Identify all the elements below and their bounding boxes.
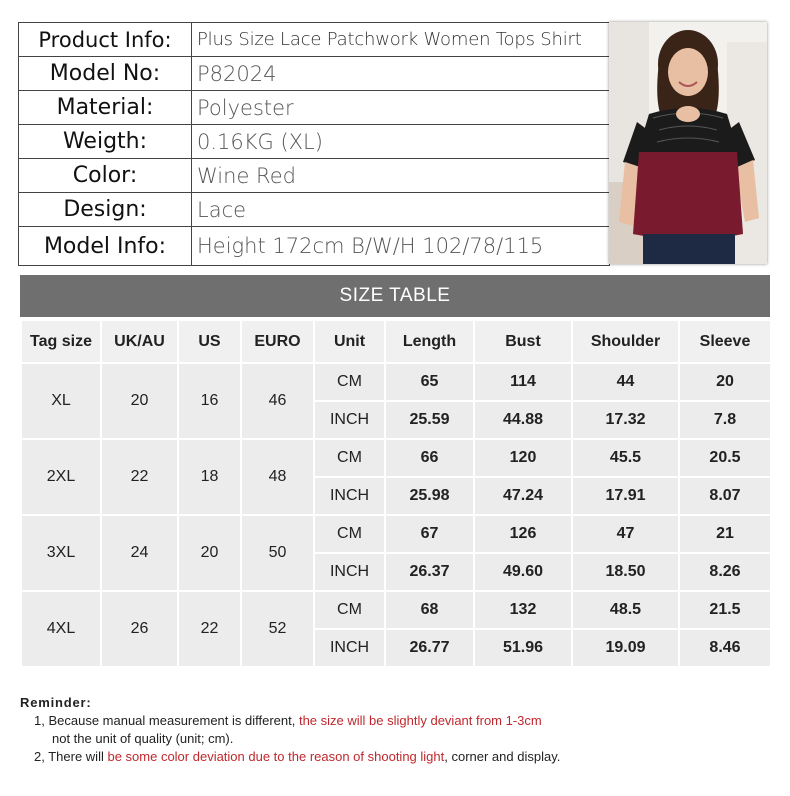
shoulder-cell: 48.5	[572, 591, 679, 629]
tag-size-cell: 3XL	[21, 515, 101, 591]
shoulder-cell: 44	[572, 363, 679, 401]
reminder-line-1	[20, 712, 560, 730]
info-label: Model No:	[19, 57, 192, 91]
info-row-weight	[19, 125, 610, 159]
info-label: Material:	[19, 91, 192, 125]
product-info-table	[18, 22, 610, 266]
info-value: 0.16KG (XL)	[192, 125, 610, 159]
euro-cell: 46	[241, 363, 314, 439]
info-label: Product Info:	[19, 23, 192, 57]
shoulder-cell: 45.5	[572, 439, 679, 477]
sleeve-cell: 8.46	[679, 629, 771, 667]
info-value: Lace	[192, 193, 610, 227]
info-value: P82024	[192, 57, 610, 91]
length-cell: 68	[385, 591, 474, 629]
uk-au-cell: 26	[101, 591, 178, 667]
sleeve-cell: 20.5	[679, 439, 771, 477]
info-value: Plus Size Lace Patchwork Women Tops Shirt	[192, 23, 610, 57]
header-sleeve: Sleeve	[679, 320, 771, 363]
info-label: Model Info:	[19, 227, 192, 266]
size-table-title: SIZE TABLE	[20, 275, 770, 317]
length-cell: 25.98	[385, 477, 474, 515]
unit-cell: CM	[314, 439, 385, 477]
info-row-model-no	[19, 57, 610, 91]
shoulder-cell: 17.91	[572, 477, 679, 515]
info-row-model-info	[19, 227, 610, 266]
size-table	[20, 319, 772, 668]
bust-cell: 44.88	[474, 401, 572, 439]
bust-cell: 120	[474, 439, 572, 477]
info-row-color	[19, 159, 610, 193]
us-cell: 22	[178, 591, 241, 667]
header-uk-au: UK/AU	[101, 320, 178, 363]
info-row-material	[19, 91, 610, 125]
unit-cell: CM	[314, 591, 385, 629]
length-cell: 25.59	[385, 401, 474, 439]
reminder-highlight: the size will be slightly deviant from 1-3cm	[298, 713, 542, 728]
info-label: Color:	[19, 159, 192, 193]
shoulder-cell: 19.09	[572, 629, 679, 667]
sleeve-cell: 21	[679, 515, 771, 553]
info-row-design	[19, 193, 610, 227]
sleeve-cell: 7.8	[679, 401, 771, 439]
bust-cell: 114	[474, 363, 572, 401]
header-shoulder: Shoulder	[572, 320, 679, 363]
uk-au-cell: 20	[101, 363, 178, 439]
reminder-section	[20, 694, 560, 766]
info-value: Polyester	[192, 91, 610, 125]
length-cell: 26.37	[385, 553, 474, 591]
bust-cell: 47.24	[474, 477, 572, 515]
unit-cell: CM	[314, 363, 385, 401]
header-unit: Unit	[314, 320, 385, 363]
table-row	[21, 515, 771, 553]
reminder-text: 2, There will	[34, 749, 108, 764]
reminder-line-2	[20, 748, 560, 766]
table-row	[21, 591, 771, 629]
info-value: Height 172cm B/W/H 102/78/115	[192, 227, 610, 266]
unit-cell: INCH	[314, 477, 385, 515]
sleeve-cell: 20	[679, 363, 771, 401]
header-us: US	[178, 320, 241, 363]
length-cell: 66	[385, 439, 474, 477]
bust-cell: 126	[474, 515, 572, 553]
header-length: Length	[385, 320, 474, 363]
info-row-product	[19, 23, 610, 57]
info-label: Weigth:	[19, 125, 192, 159]
length-cell: 26.77	[385, 629, 474, 667]
info-value: Wine Red	[192, 159, 610, 193]
tag-size-cell: XL	[21, 363, 101, 439]
header-bust: Bust	[474, 320, 572, 363]
unit-cell: INCH	[314, 553, 385, 591]
unit-cell: INCH	[314, 629, 385, 667]
us-cell: 20	[178, 515, 241, 591]
sleeve-cell: 8.26	[679, 553, 771, 591]
unit-cell: CM	[314, 515, 385, 553]
euro-cell: 48	[241, 439, 314, 515]
shoulder-cell: 47	[572, 515, 679, 553]
unit-cell: INCH	[314, 401, 385, 439]
euro-cell: 50	[241, 515, 314, 591]
sleeve-cell: 21.5	[679, 591, 771, 629]
reminder-title: Reminder:	[20, 695, 92, 710]
model-photo-illustration	[609, 22, 767, 264]
table-row	[21, 363, 771, 401]
reminder-text: , corner and display.	[444, 749, 561, 764]
uk-au-cell: 24	[101, 515, 178, 591]
bust-cell: 132	[474, 591, 572, 629]
reminder-text: 1, Because manual measurement is different,	[34, 713, 299, 728]
us-cell: 16	[178, 363, 241, 439]
bust-cell: 49.60	[474, 553, 572, 591]
sleeve-cell: 8.07	[679, 477, 771, 515]
shoulder-cell: 17.32	[572, 401, 679, 439]
tag-size-cell: 2XL	[21, 439, 101, 515]
tag-size-cell: 4XL	[21, 591, 101, 667]
shoulder-cell: 18.50	[572, 553, 679, 591]
length-cell: 67	[385, 515, 474, 553]
info-label: Design:	[19, 193, 192, 227]
reminder-highlight: be some color deviation due to the reason of shooting light	[107, 749, 445, 764]
model-photo	[609, 22, 767, 264]
reminder-line-1b: not the unit of quality (unit; cm).	[52, 731, 234, 746]
us-cell: 18	[178, 439, 241, 515]
euro-cell: 52	[241, 591, 314, 667]
header-euro: EURO	[241, 320, 314, 363]
uk-au-cell: 22	[101, 439, 178, 515]
size-header-row	[21, 320, 771, 363]
bust-cell: 51.96	[474, 629, 572, 667]
header-tag-size: Tag size	[21, 320, 101, 363]
table-row	[21, 439, 771, 477]
length-cell: 65	[385, 363, 474, 401]
